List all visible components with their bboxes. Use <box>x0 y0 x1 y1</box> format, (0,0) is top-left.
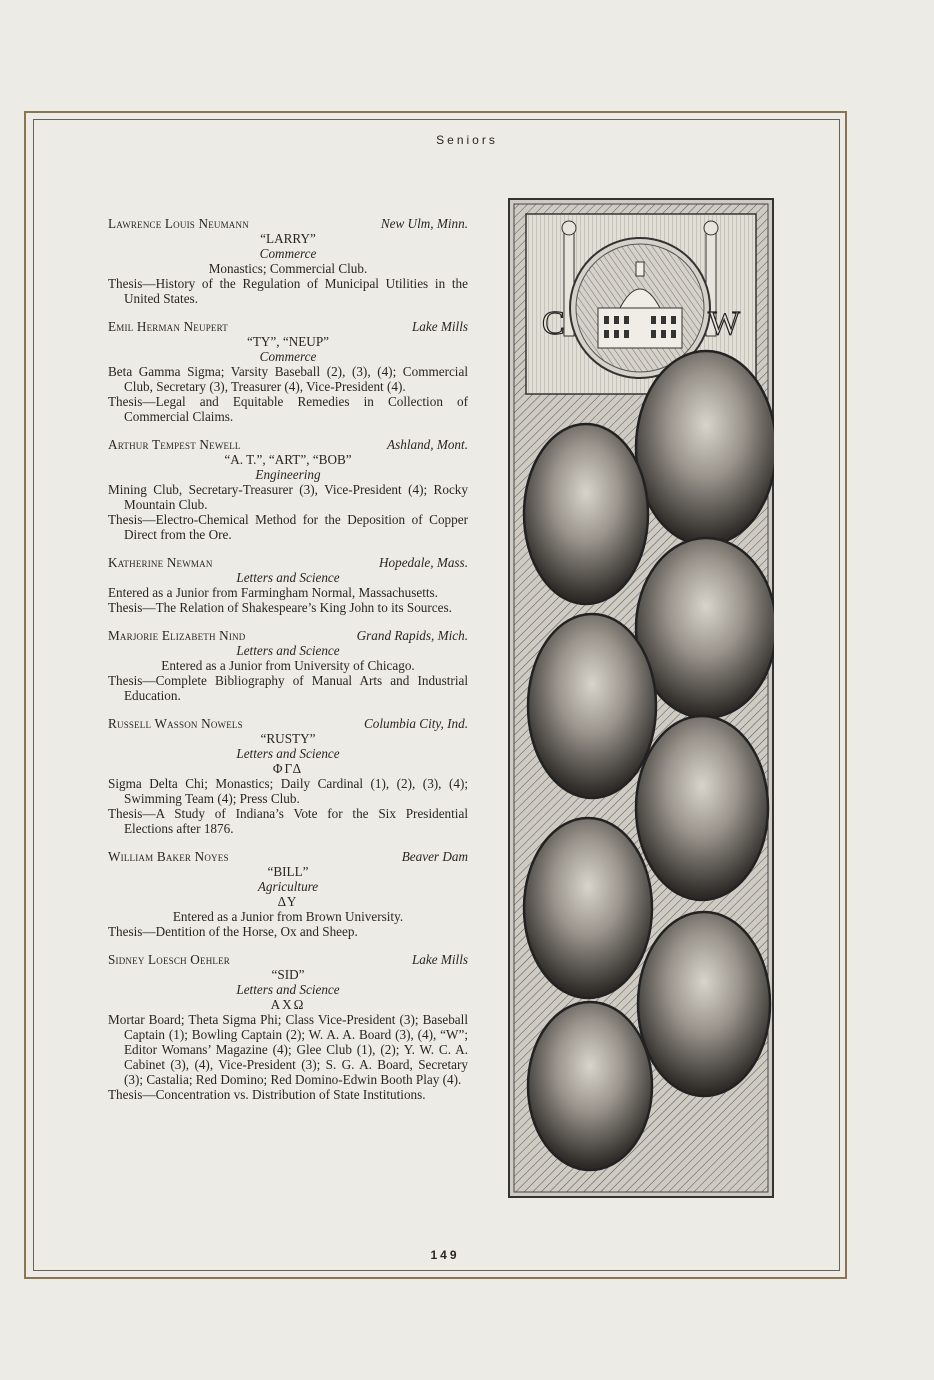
senior-entry <box>108 628 468 703</box>
senior-hometown: New Ulm, Minn. <box>380 216 468 231</box>
senior-college: Commerce <box>259 246 317 261</box>
senior-hometown: Beaver Dam <box>401 849 468 864</box>
portrait-newman <box>528 614 656 798</box>
senior-name: Arthur Tempest Newell <box>108 437 241 452</box>
page-header: Seniors <box>436 133 498 147</box>
senior-activities: Entered as a Junior from University of Chicago. <box>161 658 415 673</box>
senior-thesis: Thesis—Electro-Chemical Method for the Deposition of Copper Direct from the Ore. <box>108 512 468 542</box>
senior-nickname: “TY”, “NEUP” <box>246 334 330 349</box>
portrait-neupert <box>524 424 648 604</box>
senior-name: Emil Herman Neupert <box>108 319 228 334</box>
portrait-newell <box>636 538 774 718</box>
senior-thesis: Thesis—A Study of Indiana’s Vote for the Six Presidential Elections after 1876. <box>108 806 468 836</box>
senior-name: Lawrence Louis Neumann <box>108 216 249 231</box>
senior-thesis: Thesis—Legal and Equitable Remedies in Collection of Commercial Claims. <box>108 394 468 424</box>
senior-nickname: “A. T.”, “ART”, “BOB” <box>224 452 352 467</box>
senior-hometown: Lake Mills <box>411 319 468 334</box>
portrait-oehler <box>528 1002 652 1170</box>
senior-activities: Monastics; Commercial Club. <box>208 261 368 276</box>
senior-activities: Entered as a Junior from Brown University. <box>172 909 404 924</box>
senior-nickname: “LARRY” <box>260 231 316 246</box>
senior-college: Agriculture <box>257 879 319 894</box>
senior-hometown: Grand Rapids, Mich. <box>356 628 468 643</box>
senior-nickname: “SID” <box>271 967 305 982</box>
senior-thesis: Thesis—The Relation of Shakespeare’s King John to its Sources. <box>108 600 452 615</box>
senior-name: William Baker Noyes <box>108 849 229 864</box>
senior-name: Katherine Newman <box>108 555 213 570</box>
senior-entry <box>108 216 468 306</box>
portrait-neumann <box>636 351 774 545</box>
senior-hometown: Lake Mills <box>411 952 468 967</box>
senior-nickname: “RUSTY” <box>260 731 316 746</box>
capitol-building-icon <box>598 308 682 348</box>
senior-entry <box>108 437 468 542</box>
senior-activities: Mortar Board; Theta Sigma Phi; Class Vice-President (3); Baseball Captain (1); Bowling Captain (2); W. A. A. Board (3), (4), “W”; Editor Womans’ Magazine (4); Glee Club (1), (2); Y. W. C. A. Cabinet (3), (4), Vice-President (3); S. G. A. Board, Secretary (3); Castalia; Red Domino; Red Domino-Edwin Booth Play (4). <box>108 1012 468 1087</box>
senior-activities: Entered as a Junior from Farmingham Normal, Massachusetts. <box>108 585 438 600</box>
senior-thesis: Thesis—History of the Regulation of Municipal Utilities in the United States. <box>108 276 468 306</box>
monogram-right: W <box>708 305 741 342</box>
senior-entry <box>108 849 468 939</box>
senior-hometown: Ashland, Mont. <box>387 437 468 452</box>
senior-activities: Sigma Delta Chi; Monastics; Daily Cardinal (1), (2), (3), (4); Swimming Team (4); Press Club. <box>108 776 468 806</box>
senior-entries <box>108 216 468 1115</box>
senior-thesis: Thesis—Dentition of the Horse, Ox and Sheep. <box>108 924 358 939</box>
senior-college: Letters and Science <box>236 643 340 658</box>
senior-fraternity: ΦΓΔ <box>272 761 304 776</box>
portrait-plate <box>508 198 774 1198</box>
senior-college: Letters and Science <box>236 570 340 585</box>
portrait-nind <box>636 716 768 900</box>
monogram-left: C <box>542 305 565 342</box>
senior-name: Marjorie Elizabeth Nind <box>108 628 246 643</box>
senior-activities: Mining Club, Secretary-Treasurer (3), Vice-President (4); Rocky Mountain Club. <box>108 482 468 512</box>
senior-fraternity: ΔΥ <box>277 894 299 909</box>
senior-entry <box>108 555 468 615</box>
senior-college: Engineering <box>255 467 321 482</box>
senior-nickname: “BILL” <box>267 864 309 879</box>
senior-college: Letters and Science <box>236 746 340 761</box>
senior-name: Sidney Loesch Oehler <box>108 952 231 967</box>
portrait-nowels <box>524 818 652 998</box>
page-number: 149 <box>430 1248 460 1262</box>
senior-entry <box>108 716 468 836</box>
senior-entry <box>108 952 468 1102</box>
senior-college: Letters and Science <box>236 982 340 997</box>
senior-entry <box>108 319 468 424</box>
portrait-noyes <box>638 912 770 1096</box>
senior-thesis: Thesis—Complete Bibliography of Manual Arts and Industrial Education. <box>108 673 468 703</box>
senior-fraternity: ΑΧΩ <box>270 997 306 1012</box>
senior-thesis: Thesis—Concentration vs. Distribution of State Institutions. <box>108 1087 426 1102</box>
senior-college: Commerce <box>259 349 317 364</box>
senior-hometown: Columbia City, Ind. <box>363 716 468 731</box>
senior-name: Russell Wasson Nowels <box>108 716 243 731</box>
senior-hometown: Hopedale, Mass. <box>378 555 468 570</box>
senior-activities: Beta Gamma Sigma; Varsity Baseball (2), (3), (4); Commercial Club, Secretary (3), Treasurer (4), Vice-President (4). <box>108 364 468 394</box>
portrait-ovals <box>524 351 774 1170</box>
